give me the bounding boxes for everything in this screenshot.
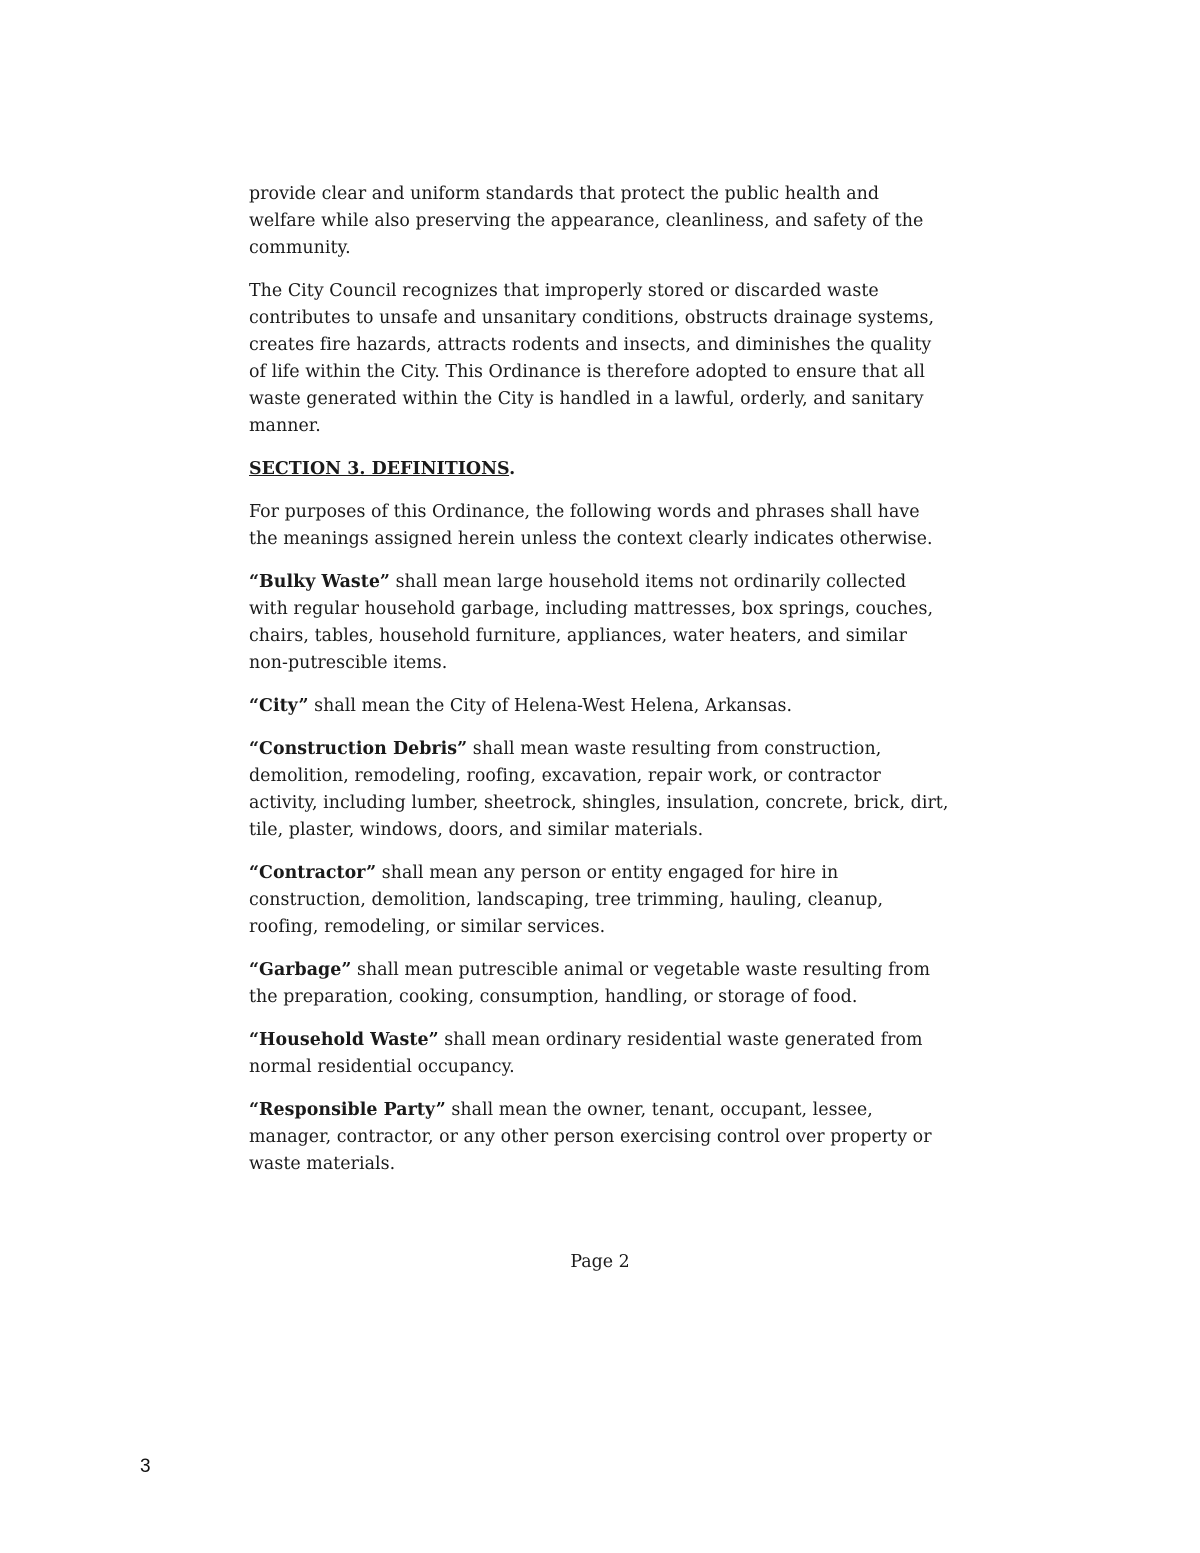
- definition-term: “City”: [249, 696, 309, 716]
- definition-bulky-waste: [249, 569, 949, 677]
- definition-text: shall mean any person or entity engaged for hire in construction, demolition, landscaping, tree trimming, hauling, cleanup, roofing, remodeling, or similar services.: [249, 863, 884, 937]
- definition-term: “Household Waste”: [249, 1030, 439, 1050]
- definition-term: “Garbage”: [249, 960, 352, 980]
- definition-text: shall mean waste resulting from construction, demolition, remodeling, roofing, excavation, repair work, or contractor activity, including lumber, sheetrock, shingles, insulation, concrete, brick, dirt, tile, plaster, windows, doors, and similar materials.: [249, 739, 949, 840]
- definition-text: shall mean the owner, tenant, occupant, lessee, manager, contractor, or any other person exercising control over property or waste materials.: [249, 1100, 932, 1174]
- sheet-number: 3: [140, 1456, 151, 1477]
- definition-term: “Contractor”: [249, 863, 377, 883]
- section-heading: [249, 456, 949, 483]
- page-number-label: Page 2: [570, 1252, 630, 1272]
- section-preamble: For purposes of this Ordinance, the following words and phrases shall have the meanings assigned herein unless the context clearly indicates otherwise.: [249, 502, 933, 549]
- intro-paragraph: provide clear and uniform standards that protect the public health and welfare while also preserving the appearance, cleanliness, and safety of the community.: [249, 184, 924, 258]
- document-body: [249, 181, 949, 1194]
- definition-city: [249, 693, 949, 720]
- section-heading-text: SECTION 3. DEFINITIONS: [249, 459, 510, 479]
- definition-household-waste: [249, 1027, 949, 1081]
- definition-term: “Construction Debris”: [249, 739, 468, 759]
- definition-text: shall mean large household items not ordinarily collected with regular household garbage, including mattresses, box springs, couches, chairs, tables, household furniture, appliances, water heaters, and similar non-putrescible items.: [249, 572, 934, 673]
- definition-text: shall mean ordinary residential waste generated from normal residential occupancy.: [249, 1030, 923, 1077]
- definition-text: shall mean the City of Helena-West Helena, Arkansas.: [308, 696, 793, 716]
- definition-construction-debris: [249, 736, 949, 844]
- section-heading-period: .: [509, 459, 516, 479]
- definition-term: “Bulky Waste”: [249, 572, 390, 592]
- definition-responsible-party: [249, 1097, 949, 1178]
- definition-contractor: [249, 860, 949, 941]
- definition-term: “Responsible Party”: [249, 1100, 446, 1120]
- definition-garbage: [249, 957, 949, 1011]
- intro-paragraph: The City Council recognizes that improperly stored or discarded waste contributes to unsafe and unsanitary conditions, obstructs drainage systems, creates fire hazards, attracts rodents and insects, and diminishes the quality of life within the City. This Ordinance is therefore adopted to ensure that all waste generated within the City is handled in a lawful, orderly, and sanitary manner.: [249, 281, 935, 436]
- definition-text: shall mean putrescible animal or vegetable waste resulting from the preparation, cooking, consumption, handling, or storage of food.: [249, 960, 931, 1007]
